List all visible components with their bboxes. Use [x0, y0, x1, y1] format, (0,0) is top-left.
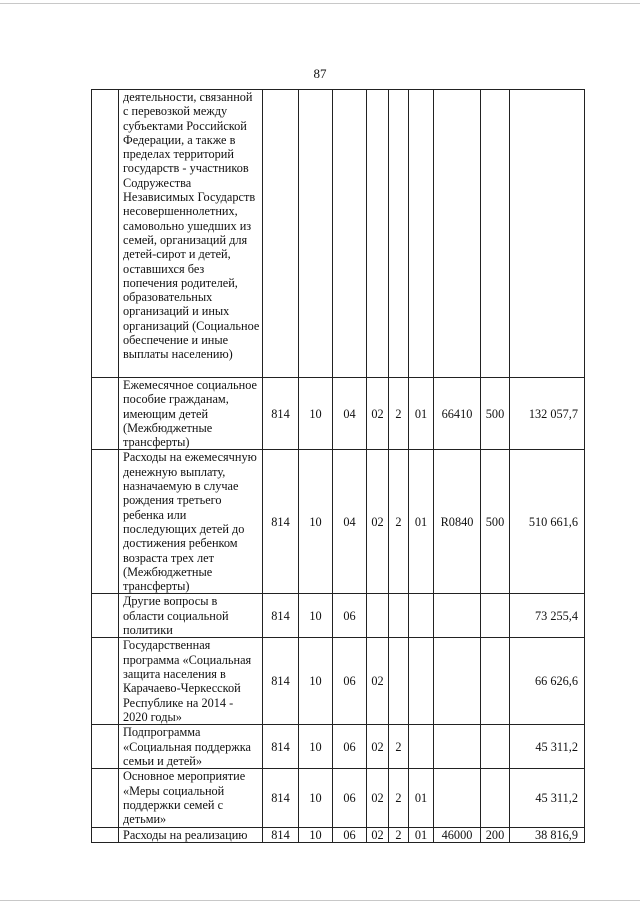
- row-margin-cell: [92, 450, 119, 594]
- cell-subprogram: [389, 638, 409, 725]
- table-row: [92, 378, 585, 450]
- cell-ministry-code: 814: [263, 638, 299, 725]
- row-description: Расходы на ежемесячную денежную выплату, назначаемую в случае рождения третьего ребенка или последующих детей до достижения ребенком возраста трех лет (Межбюджетные трансферты): [119, 450, 263, 594]
- cell-amount: 45 311,2: [510, 769, 585, 827]
- cell-program: 02: [367, 378, 389, 450]
- row-margin-cell: [92, 594, 119, 638]
- cell-subprogram: [389, 90, 409, 378]
- cell-expense-type: [481, 769, 510, 827]
- cell-event: 01: [409, 378, 434, 450]
- cell-direction: [434, 769, 481, 827]
- cell-program: 02: [367, 638, 389, 725]
- cell-ministry-code: 814: [263, 450, 299, 594]
- page-number: 87: [313, 66, 327, 81]
- cell-subsection: 06: [333, 594, 367, 638]
- cell-event: [409, 90, 434, 378]
- cell-subsection: [333, 90, 367, 378]
- row-description: Подпрограмма «Социальная поддержка семьи и детей»: [119, 725, 263, 769]
- cell-expense-type: 500: [481, 450, 510, 594]
- cell-program: 02: [367, 450, 389, 594]
- cell-expense-type: 500: [481, 378, 510, 450]
- cell-event: [409, 725, 434, 769]
- cell-section: 10: [299, 827, 333, 842]
- cell-event: [409, 594, 434, 638]
- cell-expense-type: [481, 638, 510, 725]
- cell-direction: [434, 594, 481, 638]
- cell-subsection: 06: [333, 827, 367, 842]
- table-row: [92, 827, 585, 842]
- row-description: Государственная программа «Социальная защита населения в Карачаево-Черкесской Республике на 2014 - 2020 годы»: [119, 638, 263, 725]
- cell-expense-type: [481, 725, 510, 769]
- table-row: [92, 725, 585, 769]
- row-margin-cell: [92, 90, 119, 378]
- cell-event: 01: [409, 450, 434, 594]
- cell-direction: 46000: [434, 827, 481, 842]
- row-description: Основное мероприятие «Меры социальной поддержки семей с детьми»: [119, 769, 263, 827]
- cell-event: 01: [409, 827, 434, 842]
- budget-table: [91, 89, 585, 843]
- cell-subsection: 06: [333, 638, 367, 725]
- row-description: деятельности, связанной с перевозкой между субъектами Российской Федерации, а также в пределах территорий государств - участников Содружества Независимых Государств несовершеннолетних, самовольно ушедших из семей, организаций для детей-сирот и детей, оставшихся без попечения родителей, образовательных организаций и иных организаций (Социальное обеспечение и иные выплаты населению): [119, 90, 263, 378]
- cell-section: 10: [299, 725, 333, 769]
- cell-section: 10: [299, 378, 333, 450]
- cell-subprogram: [389, 594, 409, 638]
- cell-subsection: 06: [333, 725, 367, 769]
- row-description: Другие вопросы в области социальной политики: [119, 594, 263, 638]
- cell-program: [367, 90, 389, 378]
- row-margin-cell: [92, 769, 119, 827]
- scan-edge-line: [0, 3, 640, 4]
- cell-direction: [434, 90, 481, 378]
- cell-event: [409, 638, 434, 725]
- cell-program: 02: [367, 725, 389, 769]
- row-margin-cell: [92, 638, 119, 725]
- table-row: [92, 594, 585, 638]
- cell-section: 10: [299, 638, 333, 725]
- cell-ministry-code: [263, 90, 299, 378]
- cell-section: 10: [299, 769, 333, 827]
- cell-subsection: 04: [333, 450, 367, 594]
- cell-amount: [510, 90, 585, 378]
- cell-section: 10: [299, 450, 333, 594]
- cell-subprogram: 2: [389, 827, 409, 842]
- scan-edge-line: [0, 900, 640, 901]
- cell-direction: [434, 725, 481, 769]
- cell-program: [367, 594, 389, 638]
- cell-subprogram: 2: [389, 769, 409, 827]
- table-row: [92, 769, 585, 827]
- cell-program: 02: [367, 769, 389, 827]
- cell-ministry-code: 814: [263, 725, 299, 769]
- cell-ministry-code: 814: [263, 594, 299, 638]
- cell-amount: 38 816,9: [510, 827, 585, 842]
- row-margin-cell: [92, 827, 119, 842]
- cell-section: [299, 90, 333, 378]
- cell-section: 10: [299, 594, 333, 638]
- table-row: [92, 90, 585, 378]
- cell-expense-type: [481, 90, 510, 378]
- cell-direction: [434, 638, 481, 725]
- cell-ministry-code: 814: [263, 827, 299, 842]
- row-margin-cell: [92, 378, 119, 450]
- cell-amount: 73 255,4: [510, 594, 585, 638]
- cell-direction: R0840: [434, 450, 481, 594]
- cell-subsection: 04: [333, 378, 367, 450]
- cell-event: 01: [409, 769, 434, 827]
- row-description: Расходы на реализацию: [119, 827, 263, 842]
- cell-subprogram: 2: [389, 378, 409, 450]
- cell-subsection: 06: [333, 769, 367, 827]
- cell-amount: 66 626,6: [510, 638, 585, 725]
- cell-amount: 45 311,2: [510, 725, 585, 769]
- cell-subprogram: 2: [389, 725, 409, 769]
- row-description: Ежемесячное социальное пособие гражданам, имеющим детей (Межбюджетные трансферты): [119, 378, 263, 450]
- cell-amount: 132 057,7: [510, 378, 585, 450]
- row-margin-cell: [92, 725, 119, 769]
- cell-ministry-code: 814: [263, 769, 299, 827]
- cell-direction: 66410: [434, 378, 481, 450]
- cell-expense-type: 200: [481, 827, 510, 842]
- cell-ministry-code: 814: [263, 378, 299, 450]
- cell-expense-type: [481, 594, 510, 638]
- cell-subprogram: 2: [389, 450, 409, 594]
- cell-program: 02: [367, 827, 389, 842]
- cell-amount: 510 661,6: [510, 450, 585, 594]
- table-row: [92, 450, 585, 594]
- table-row: [92, 638, 585, 725]
